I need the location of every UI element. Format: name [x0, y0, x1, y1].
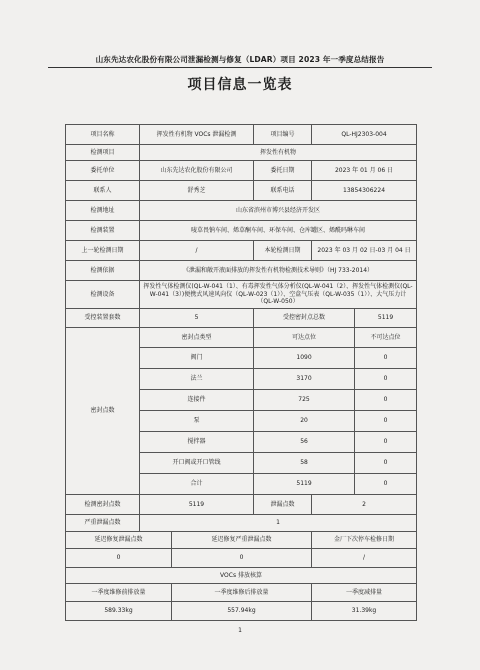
seal-type: 搅拌器 — [140, 432, 254, 453]
row-severe — [66, 515, 417, 532]
project-code-value: QL-HJ2303-004 — [312, 125, 417, 145]
row-devices — [66, 221, 417, 241]
delayed-repair-header: 延迟修复泄漏点数 — [66, 532, 172, 549]
project-name-label: 项目名称 — [66, 125, 140, 145]
delayed-severe-value: 0 — [172, 549, 312, 568]
points-label: 受控密封点总数 — [254, 309, 355, 328]
seal-points-header-row — [66, 328, 417, 348]
before-repair-header: 一季度维修前排放量 — [66, 584, 172, 602]
seal-type-header: 密封点类型 — [140, 328, 254, 348]
seal-unreachable: 0 — [355, 474, 417, 495]
detected-label: 检测密封点数 — [66, 495, 140, 515]
row-repair-headers — [66, 532, 417, 549]
seal-points-section-label: 密封点数 — [66, 328, 140, 495]
last-date-label: 上一轮检测日期 — [66, 241, 140, 261]
round-date-value: 2023 年 03 月 02 日-03 月 04 日 — [312, 241, 417, 261]
page-number: 1 — [238, 627, 242, 634]
unreachable-header: 不可达点位 — [355, 328, 417, 348]
seal-type: 阀门 — [140, 348, 254, 369]
test-item-value: 挥发性有机物 — [140, 145, 417, 161]
header-rule — [48, 67, 432, 68]
seal-type: 泵 — [140, 411, 254, 432]
row-installed — [66, 309, 417, 328]
seal-reachable: 1090 — [254, 348, 355, 369]
devices-value: 唛草畏钠车间、烯草酮车间、环保车间、仓库罐区、烯酰吗啉车间 — [140, 221, 417, 241]
seal-type: 连接件 — [140, 390, 254, 411]
seal-unreachable: 0 — [355, 411, 417, 432]
commission-date-value: 2023 年 01 月 06 日 — [312, 161, 417, 181]
devices-label: 检测装置 — [66, 221, 140, 241]
project-name-value: 挥发性有机物 VOCs 泄漏检测 — [140, 125, 254, 145]
client-value: 山东先达农化股份有限公司 — [140, 161, 254, 181]
address-value: 山东省滨州市博兴县经济开发区 — [140, 201, 417, 221]
leak-label: 泄漏点数 — [254, 495, 312, 515]
page-title: 项目信息一览表 — [187, 77, 293, 93]
row-project-name — [66, 125, 417, 145]
reduction-value: 31.39kg — [312, 602, 417, 621]
leak-value: 2 — [312, 495, 417, 515]
seal-type: 开口阀或开口管线 — [140, 453, 254, 474]
installed-label: 受控装置套数 — [66, 309, 140, 328]
row-vocs-headers — [66, 584, 417, 602]
contact-label: 联系人 — [66, 181, 140, 201]
seal-unreachable: 0 — [355, 348, 417, 369]
severe-label: 严重泄漏点数 — [66, 515, 140, 532]
delayed-repair-value: 0 — [66, 549, 172, 568]
phone-value: 13854306224 — [312, 181, 417, 201]
seal-reachable: 5119 — [254, 474, 355, 495]
seal-reachable: 3170 — [254, 369, 355, 390]
equipment-label: 检测设备 — [66, 281, 140, 309]
project-code-label: 项目编号 — [254, 125, 312, 145]
phone-label: 联系电话 — [254, 181, 312, 201]
equipment-value: 挥发性气体检测仪(QL-W-041（1）、有毒挥发性气体分析仪(QL-W-041（2）、挥发性气体检测仪(QL-W-041（3）)便携式风速风向仪（QL-W-023（1））、空盒气压表（QL-W-035（1））、大气压力计（QL-W-050） — [140, 281, 417, 309]
points-value: 5119 — [355, 309, 417, 328]
next-shutdown-header: 金厂下次停车检修日期 — [312, 532, 417, 549]
seal-reachable: 58 — [254, 453, 355, 474]
reachable-header: 可达点位 — [254, 328, 355, 348]
seal-type: 法兰 — [140, 369, 254, 390]
basis-label: 检测依据 — [66, 261, 140, 281]
after-repair-header: 一季度维修后排放量 — [172, 584, 312, 602]
seal-unreachable: 0 — [355, 453, 417, 474]
row-dates — [66, 241, 417, 261]
installed-value: 5 — [140, 309, 254, 328]
detected-value: 5119 — [140, 495, 254, 515]
after-repair-value: 557.94kg — [172, 602, 312, 621]
before-repair-value: 589.33kg — [66, 602, 172, 621]
seal-reachable: 725 — [254, 390, 355, 411]
row-vocs-values — [66, 602, 417, 621]
reduction-header: 一季度减排量 — [312, 584, 417, 602]
client-label: 委托单位 — [66, 161, 140, 181]
seal-unreachable: 0 — [355, 432, 417, 453]
basis-value: 《泄漏和敞开液面排放的挥发性有机物检测技术导则》（HJ 733-2014） — [140, 261, 417, 281]
row-contact — [66, 181, 417, 201]
next-shutdown-value: / — [312, 549, 417, 568]
address-label: 检测地址 — [66, 201, 140, 221]
vocs-title: VOCs 排放核算 — [66, 568, 417, 584]
seal-type: 合计 — [140, 474, 254, 495]
row-detected — [66, 495, 417, 515]
row-repair-values — [66, 549, 417, 568]
report-header: 山东先达农化股份有限公司泄漏检测与修复（LDAR）项目 2023 年一季度总结报告 — [95, 55, 385, 64]
last-date-value: / — [140, 241, 254, 261]
row-address — [66, 201, 417, 221]
delayed-severe-header: 延迟修复严重泄漏点数 — [172, 532, 312, 549]
seal-unreachable: 0 — [355, 369, 417, 390]
contact-value: 舒秀芝 — [140, 181, 254, 201]
test-item-label: 检测项目 — [66, 145, 140, 161]
severe-value: 1 — [140, 515, 417, 532]
seal-unreachable: 0 — [355, 390, 417, 411]
seal-reachable: 56 — [254, 432, 355, 453]
row-vocs-title — [66, 568, 417, 584]
row-equipment — [66, 281, 417, 309]
round-date-label: 本轮检测日期 — [254, 241, 312, 261]
row-client — [66, 161, 417, 181]
project-info-table — [65, 124, 417, 621]
commission-date-label: 委托日期 — [254, 161, 312, 181]
seal-reachable: 20 — [254, 411, 355, 432]
row-test-item — [66, 145, 417, 161]
row-basis — [66, 261, 417, 281]
